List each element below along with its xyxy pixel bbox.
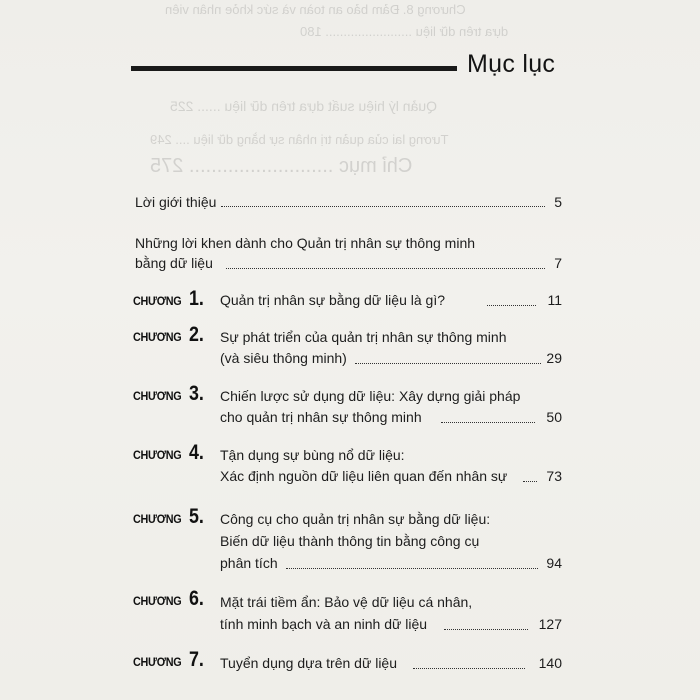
chapter-number: 1.	[189, 287, 205, 310]
page-number: 50	[546, 409, 562, 425]
chapter-label	[133, 287, 207, 311]
entry-title: Lời giới thiệu	[135, 194, 217, 210]
bleed-through-text: Tương lai của quản trị nhân sự bằng dữ liệu .... 249	[150, 132, 449, 147]
chapter-word: CHƯƠNG	[133, 330, 182, 344]
chapter-title: Công cụ cho quản trị nhân sự bằng dữ liệu:	[220, 511, 491, 527]
chapter-title: Biến dữ liệu thành thông tin bằng công cụ	[220, 533, 480, 549]
chapter-title: phân tích	[220, 555, 278, 571]
chapter-number: 3.	[189, 382, 205, 405]
chapter-word: CHƯƠNG	[133, 294, 182, 308]
bleed-through-text: Chương 8. Đảm bảo an toàn và sức khỏe nhân viên	[165, 2, 466, 17]
chapter-title: Mặt trái tiềm ẩn: Bảo vệ dữ liệu cá nhân,	[220, 594, 473, 610]
page-number: 140	[538, 655, 562, 671]
chapter-title: Sự phát triển của quản trị nhân sự thông minh	[220, 329, 507, 345]
chapter-number: 4.	[189, 441, 205, 464]
chapter-title: (và siêu thông minh)	[220, 350, 347, 366]
chapter-title: Tận dụng sự bùng nổ dữ liệu:	[220, 447, 405, 463]
page-number: 11	[547, 292, 562, 308]
chapter-word: CHƯƠNG	[133, 594, 182, 608]
chapter-title: Chiến lược sử dụng dữ liệu: Xây dựng giải pháp	[220, 388, 521, 404]
leader-dots	[286, 568, 538, 569]
chapter-title: tính minh bạch và an ninh dữ liệu	[220, 616, 428, 632]
title-rule	[131, 66, 457, 71]
chapter-word: CHƯƠNG	[133, 655, 182, 669]
chapter-label	[133, 441, 207, 465]
page-number: 73	[546, 468, 562, 484]
leader-dots	[523, 481, 537, 482]
entry-title: bằng dữ liệu	[135, 255, 213, 271]
leader-dots	[221, 206, 545, 207]
leader-dots	[413, 668, 525, 669]
page-number: 94	[546, 555, 562, 571]
chapter-number: 5.	[189, 505, 205, 528]
page-number: 5	[554, 194, 562, 210]
chapter-word: CHƯƠNG	[133, 448, 182, 462]
leader-dots	[355, 363, 541, 364]
chapter-number: 7.	[189, 648, 205, 671]
bleed-through-text: Quản lý hiệu suất dựa trên dữ liệu ...... 225	[170, 98, 438, 114]
chapter-title: cho quản trị nhân sự thông minh	[220, 409, 422, 425]
chapter-word: CHƯƠNG	[133, 389, 182, 403]
page-title: Mục lục	[467, 50, 556, 78]
chapter-word: CHƯƠNG	[133, 512, 182, 526]
bleed-through-text: Chỉ mục .......................... 275	[150, 155, 413, 177]
entry-title: Những lời khen dành cho Quản trị nhân sự thông minh	[135, 235, 476, 251]
leader-dots	[226, 268, 545, 269]
chapter-title: Xác định nguồn dữ liệu liên quan đến nhân sự	[220, 468, 508, 484]
chapter-label	[133, 587, 207, 611]
page-number: 127	[538, 616, 562, 632]
leader-dots	[444, 629, 528, 630]
leader-dots	[487, 305, 536, 306]
page-number: 29	[546, 350, 562, 366]
chapter-title: Tuyển dụng dựa trên dữ liệu	[220, 655, 398, 671]
bleed-through-text: dựa trên dữ liệu ........................ 180	[300, 24, 509, 39]
chapter-number: 6.	[189, 587, 205, 610]
chapter-title: Quản trị nhân sự bằng dữ liệu là gì?	[220, 292, 445, 308]
chapter-number: 2.	[189, 323, 205, 346]
chapter-label	[133, 382, 207, 406]
leader-dots	[441, 422, 535, 423]
page-number: 7	[554, 255, 562, 271]
chapter-label	[133, 505, 207, 529]
chapter-label	[133, 648, 207, 672]
chapter-label	[133, 323, 207, 347]
